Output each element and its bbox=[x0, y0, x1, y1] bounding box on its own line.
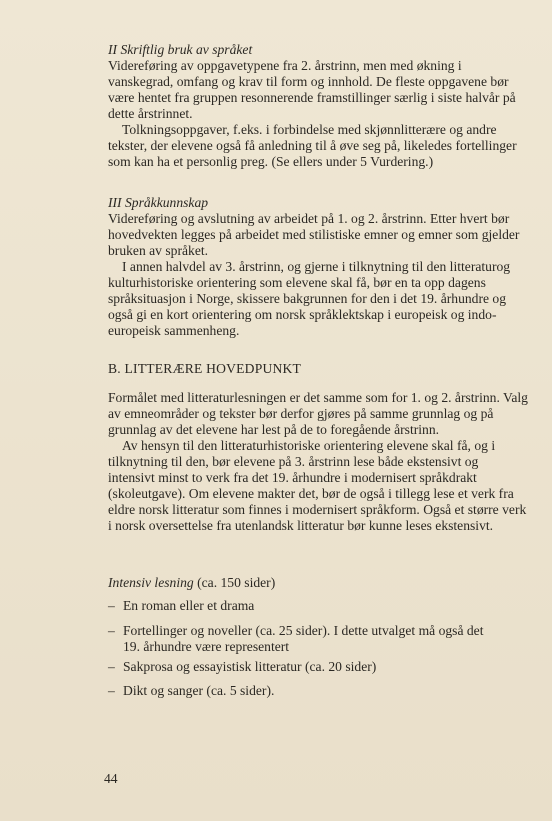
section-iii-paragraph-2: I annen halvdel av 3. årstrinn, og gjerne i tilknytning til den litteraturog kulturhistoriske orientering som elevene skal få, bør en ta opp dagens språksituasjon i Norge, skissere bakgrunnen for den i det 19. århundre og også gi en kort orientering om norsk språklektskap i europeisk og indo-europeisk sammenheng. bbox=[108, 259, 511, 338]
section-iii bbox=[108, 195, 528, 339]
intensiv-heading-pages: (ca. 150 sider) bbox=[197, 575, 276, 590]
list-item-text: Sakprosa og essayistisk litteratur (ca. 20 sider) bbox=[123, 659, 377, 674]
section-ii-paragraph-2: Tolkningsoppgaver, f.eks. i forbindelse med skjønnlitterære og andre tekster, der elevene også få anledning til å øve seg på, likeledes fortellinger som kan ha et personlig preg. (Se ellers under 5 Vurdering.) bbox=[108, 122, 517, 169]
list-item bbox=[108, 659, 528, 675]
list-dash: – bbox=[108, 598, 115, 613]
list-item-text: Fortellinger og noveller (ca. 25 sider). I dette utvalget må også det bbox=[123, 623, 484, 638]
section-iii-paragraph-1: Videreføring og avslutning av arbeidet på 1. og 2. årstrinn. Etter hvert bør hovedvekten legges på arbeidet med stilistiske emner og emner som gjelder bruken av språket. bbox=[108, 211, 520, 258]
list-item-text: Dikt og sanger (ca. 5 sider). bbox=[123, 683, 275, 698]
list-item-continuation: 19. århundre være representert bbox=[123, 639, 290, 654]
list-item bbox=[108, 598, 528, 614]
intensiv-heading-title: Intensiv lesning bbox=[108, 575, 194, 590]
intensiv-heading bbox=[108, 575, 528, 591]
section-b-heading: B. LITTERÆRE HOVEDPUNKT bbox=[108, 361, 302, 376]
page-number: 44 bbox=[104, 771, 118, 786]
section-ii-paragraph-1: Videreføring av oppgavetypene fra 2. årstrinn, men med økning i vanskegrad, omfang og krav til form og innhold. De fleste oppgavene bør være hentet fra gruppen resonnerende framstillinger særlig i siste halvår på dette årstrinnet. bbox=[108, 58, 516, 121]
section-b-paragraph-2: Av hensyn til den litteraturhistoriske orientering elevene skal få, og i tilknytning til den, bør elevene på 3. årstrinn lese både ekstensivt og intensivt minst to verk fra det 19. århundre i modernisert språkdrakt (skoleutgave). Om elevene makter det, bør de også i tillegg lese et verk fra eldre norsk litteratur som finnes i modernisert språkform. Også et større verk i norsk oversettelse fra utenlandsk litteratur bør kunne leses ekstensivt. bbox=[108, 438, 527, 533]
section-ii bbox=[108, 42, 528, 170]
list-dash: – bbox=[108, 623, 115, 638]
section-b-paragraph-1: Formålet med litteraturlesningen er det samme som for 1. og 2. årstrinn. Valg av emneområder og tekster bør derfor gjøres på samme grunnlag og på grunnlag av det elevene har lest på de to foregående årstrinn. bbox=[108, 390, 528, 437]
section-ii-heading: II Skriftlig bruk av språket bbox=[108, 42, 253, 57]
list-item bbox=[108, 623, 528, 655]
list-dash: – bbox=[108, 659, 115, 674]
list-item-text: En roman eller et drama bbox=[123, 598, 255, 613]
list-item bbox=[108, 683, 528, 699]
section-b bbox=[108, 390, 528, 534]
section-iii-heading: III Språkkunnskap bbox=[108, 195, 209, 210]
list-dash: – bbox=[108, 683, 115, 698]
